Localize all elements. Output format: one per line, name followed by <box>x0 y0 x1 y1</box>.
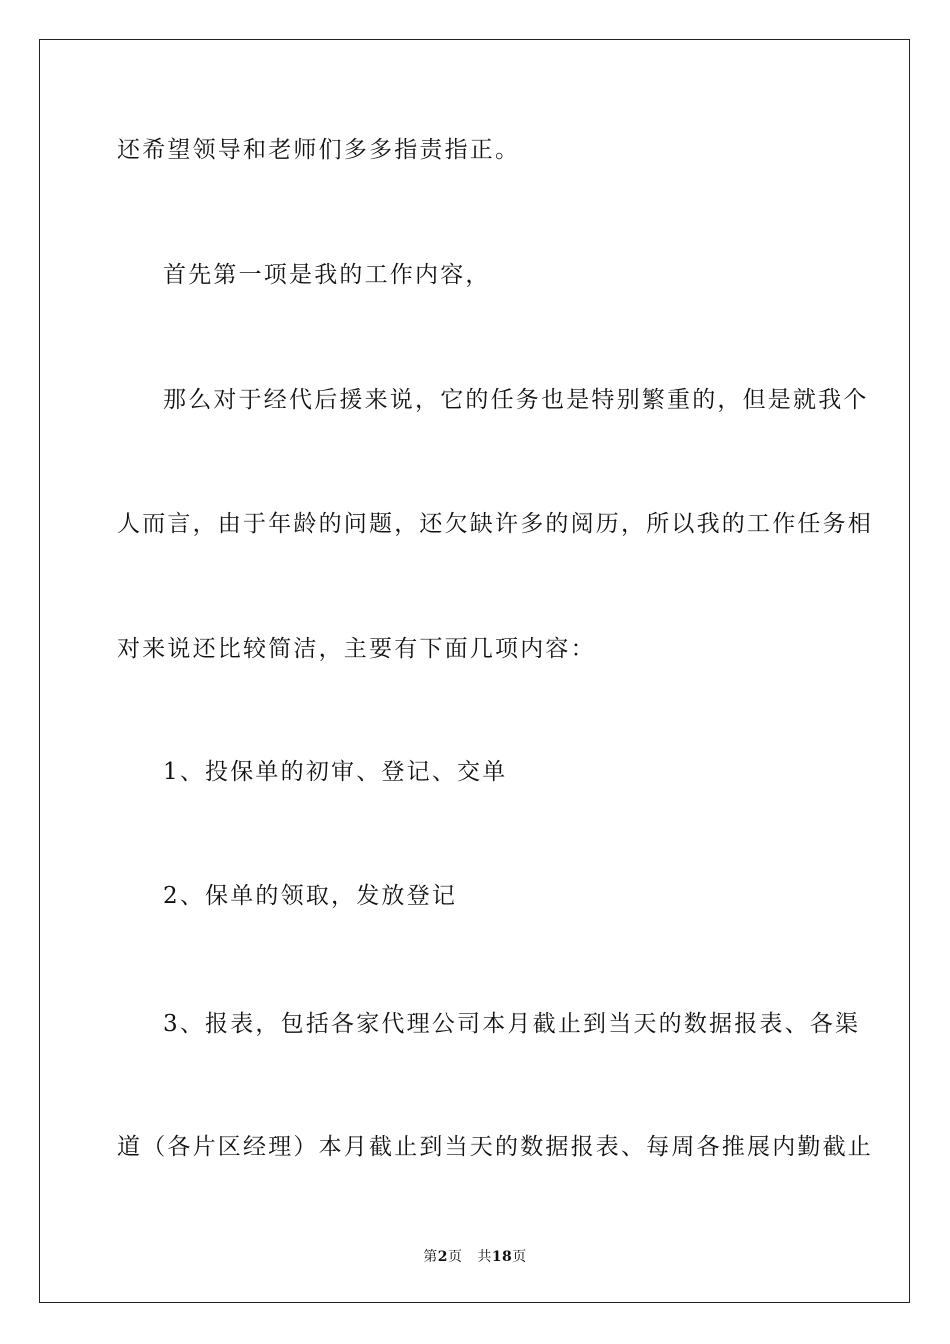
page-suffix: 页 <box>447 1249 463 1265</box>
total-prefix: 共 <box>477 1249 492 1265</box>
text-line-4: 人而言，由于年龄的问题，还欠缺许多的阅历，所以我的工作任务相 <box>117 511 873 537</box>
total-suffix: 页 <box>512 1249 527 1265</box>
page-number: 2 <box>437 1249 448 1265</box>
text-line-8: 3、报表，包括各家代理公司本月截止到当天的数据报表、各渠 <box>163 1011 861 1037</box>
text-line-2: 首先第一项是我的工作内容， <box>163 262 491 288</box>
text-line-7: 2、保单的领取，发放登记 <box>163 883 458 909</box>
text-line-5: 对来说还比较简洁，主要有下面几项内容： <box>117 636 596 662</box>
text-line-6: 1、投保单的初审、登记、交单 <box>163 759 508 785</box>
total-pages: 18 <box>491 1249 513 1265</box>
text-line-3: 那么对于经代后援来说，它的任务也是特别繁重的，但是就我个 <box>163 387 869 413</box>
page-border <box>39 39 910 1303</box>
page-footer <box>0 1248 950 1266</box>
page-prefix: 第 <box>423 1249 438 1265</box>
text-line-1: 还希望领导和老师们多多指责指正。 <box>117 137 521 163</box>
text-line-9: 道（各片区经理）本月截止到当天的数据报表、每周各推展内勤截止 <box>117 1134 873 1160</box>
